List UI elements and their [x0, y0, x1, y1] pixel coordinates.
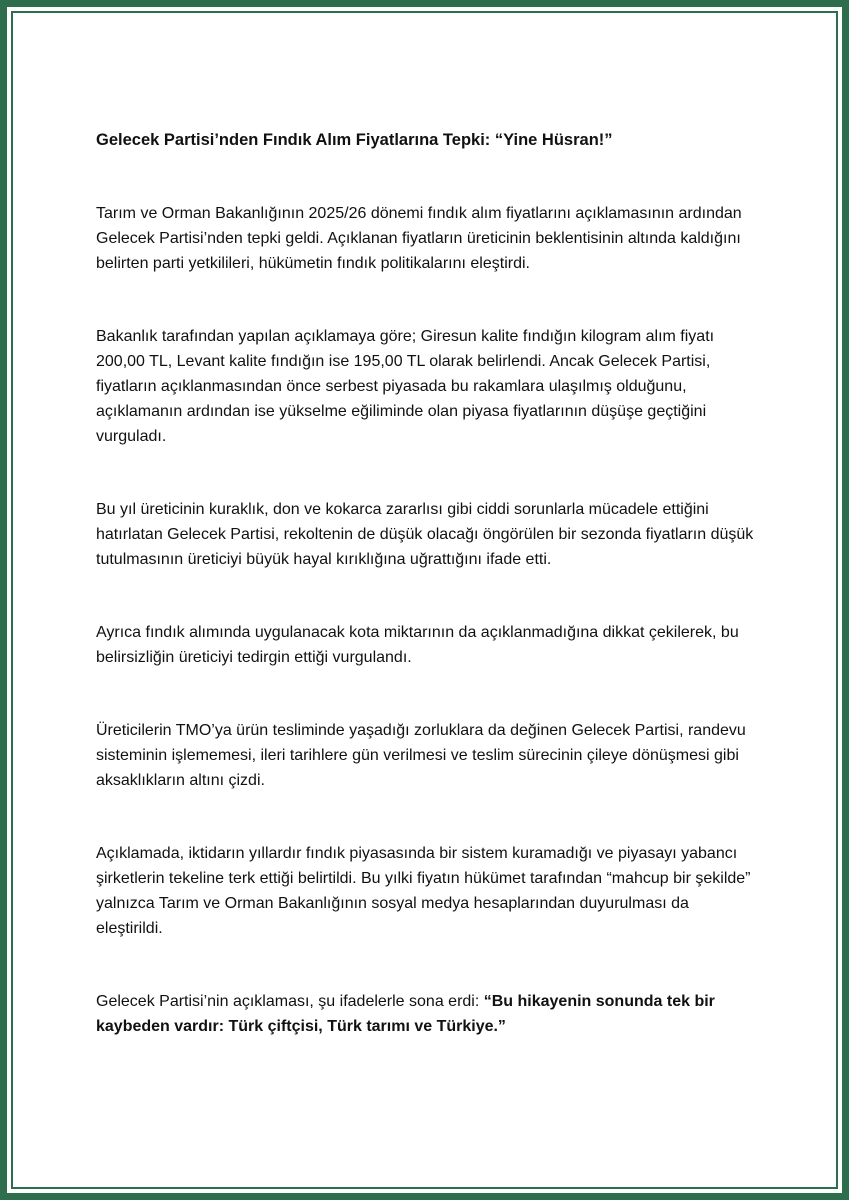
paragraph-quota: Ayrıca fındık alımında uygulanacak kota miktarının da açıklanmadığına dikkat çekilerek, bu belirsizliğin üreticiyi tedirgin ettiği vurgulandı.	[96, 624, 739, 666]
paragraph-drought: Bu yıl üreticinin kuraklık, don ve kokarca zararlısı gibi ciddi sorunlarla mücadele ettiğini hatırlatan Gelecek Partisi, rekoltenin de düşük olacağı öngörülen bir sezonda fiyatların düşük tutulmasının üreticiyi büyük hayal kırıklığına uğrattığını ifade etti.	[96, 501, 754, 568]
paragraph-tmo: Üreticilerin TMO’ya ürün tesliminde yaşadığı zorluklara da değinen Gelecek Partisi, randevu sisteminin işlememesi, ileri tarihlere gün verilmesi ve teslim sürecinin çileye dönüşmesi gibi aksaklıkların altını çizdi.	[96, 722, 746, 789]
document-title: Gelecek Partisi’nden Fındık Alım Fiyatlarına Tepki: “Yine Hüsran!”	[96, 131, 613, 149]
paragraph-intro: Tarım ve Orman Bakanlığının 2025/26 dönemi fındık alım fiyatlarını açıklamasının ardından Gelecek Partisi’nden tepki geldi. Açıklanan fiyatların üreticinin beklentisinin altında kaldığını belirten parti yetkilileri, hükümetin fındık politikalarını eleştirdi.	[96, 205, 742, 272]
paragraph-closing	[96, 989, 756, 1039]
closing-quote: “Bu hikayenin sonunda tek bir kaybeden vardır: Türk çiftçisi, Türk tarımı ve Türkiye.”	[96, 993, 715, 1035]
closing-intro: Gelecek Partisi’nin açıklaması, şu ifadelerle sona erdi:	[96, 993, 484, 1010]
paragraph-prices: Bakanlık tarafından yapılan açıklamaya göre; Giresun kalite fındığın kilogram alım fiyatı 200,00 TL, Levant kalite fındığın ise 195,00 TL olarak belirlendi. Ancak Gelecek Partisi, fiyatların açıklanmasından önce serbest piyasada bu rakamlara ulaşılmış olduğunu, açıklamanın ardından ise yükselme eğiliminde olan piyasa fiyatlarının düşüşe geçtiğini vurguladı.	[96, 328, 715, 445]
paragraph-criticism: Açıklamada, iktidarın yıllardır fındık piyasasında bir sistem kuramadığı ve piyasayı yabancı şirketlerin tekeline terk ettiği belirtildi. Bu yılki fiyatın hükümet tarafından “mahcup bir şekilde” yalnızca Tarım ve Orman Bakanlığının sosyal medya hesaplarından duyurulması da eleştirildi.	[96, 845, 751, 937]
document-body	[96, 128, 756, 1087]
